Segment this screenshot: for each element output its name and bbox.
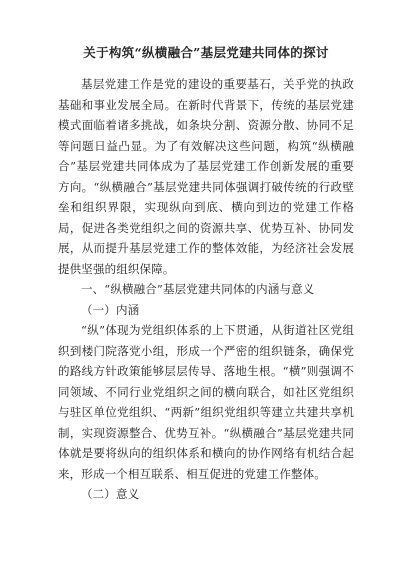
subsection-heading-significance: （二）意义 [81, 487, 140, 501]
document-body [58, 44, 354, 505]
document-title: 关于构筑“纵横融合”基层党建共同体的探讨 [83, 45, 329, 60]
intro-paragraph: 基层党建工作是党的建设的重要基石，关乎党的执政基础和事业发展全局。在新时代背景下，传统的基层党建模式面临着诸多挑战，如条块分割、资源分散、协同不足等问题日益凸显。为了有效解决这些问题，构筑“纵横融合”基层党建共同体成为了基层党建工作创新发展的重要方向。“纵横融合”基层党建共同体强调打破传统的行政壁垒和组织界限，实现纵向到底、横向到边的党建工作格局，促进各类党组织之间的资源共享、优势互补、协同发展，从而提升基层党建工作的整体效能，为经济社会发展提供坚强的组织保障。 [58, 77, 354, 276]
subsection-heading-connotation: （一）内涵 [81, 302, 140, 317]
connotation-paragraph: “纵”体现为党组织体系的上下贯通，从街道社区党组织到楼门院落党小组，形成一个严密的组织链条，确保党的路线方针政策能够层层传导、落地生根。“横”则强调不同领域、不同行业党组织之间的横向联合，如社区党组织与驻区单位党组织、“两新”组织党组织等建立共建共享机制，实现资源整合、优势互补。“纵横融合”基层党建共同体就是要将纵向的组织体系和横向的协作网络有机结合起来，形成一个相互联系、相互促进的党建工作整体。 [58, 323, 354, 481]
section-heading-1: 一、“纵横融合”基层党建共同体的内涵与意义 [81, 282, 315, 296]
